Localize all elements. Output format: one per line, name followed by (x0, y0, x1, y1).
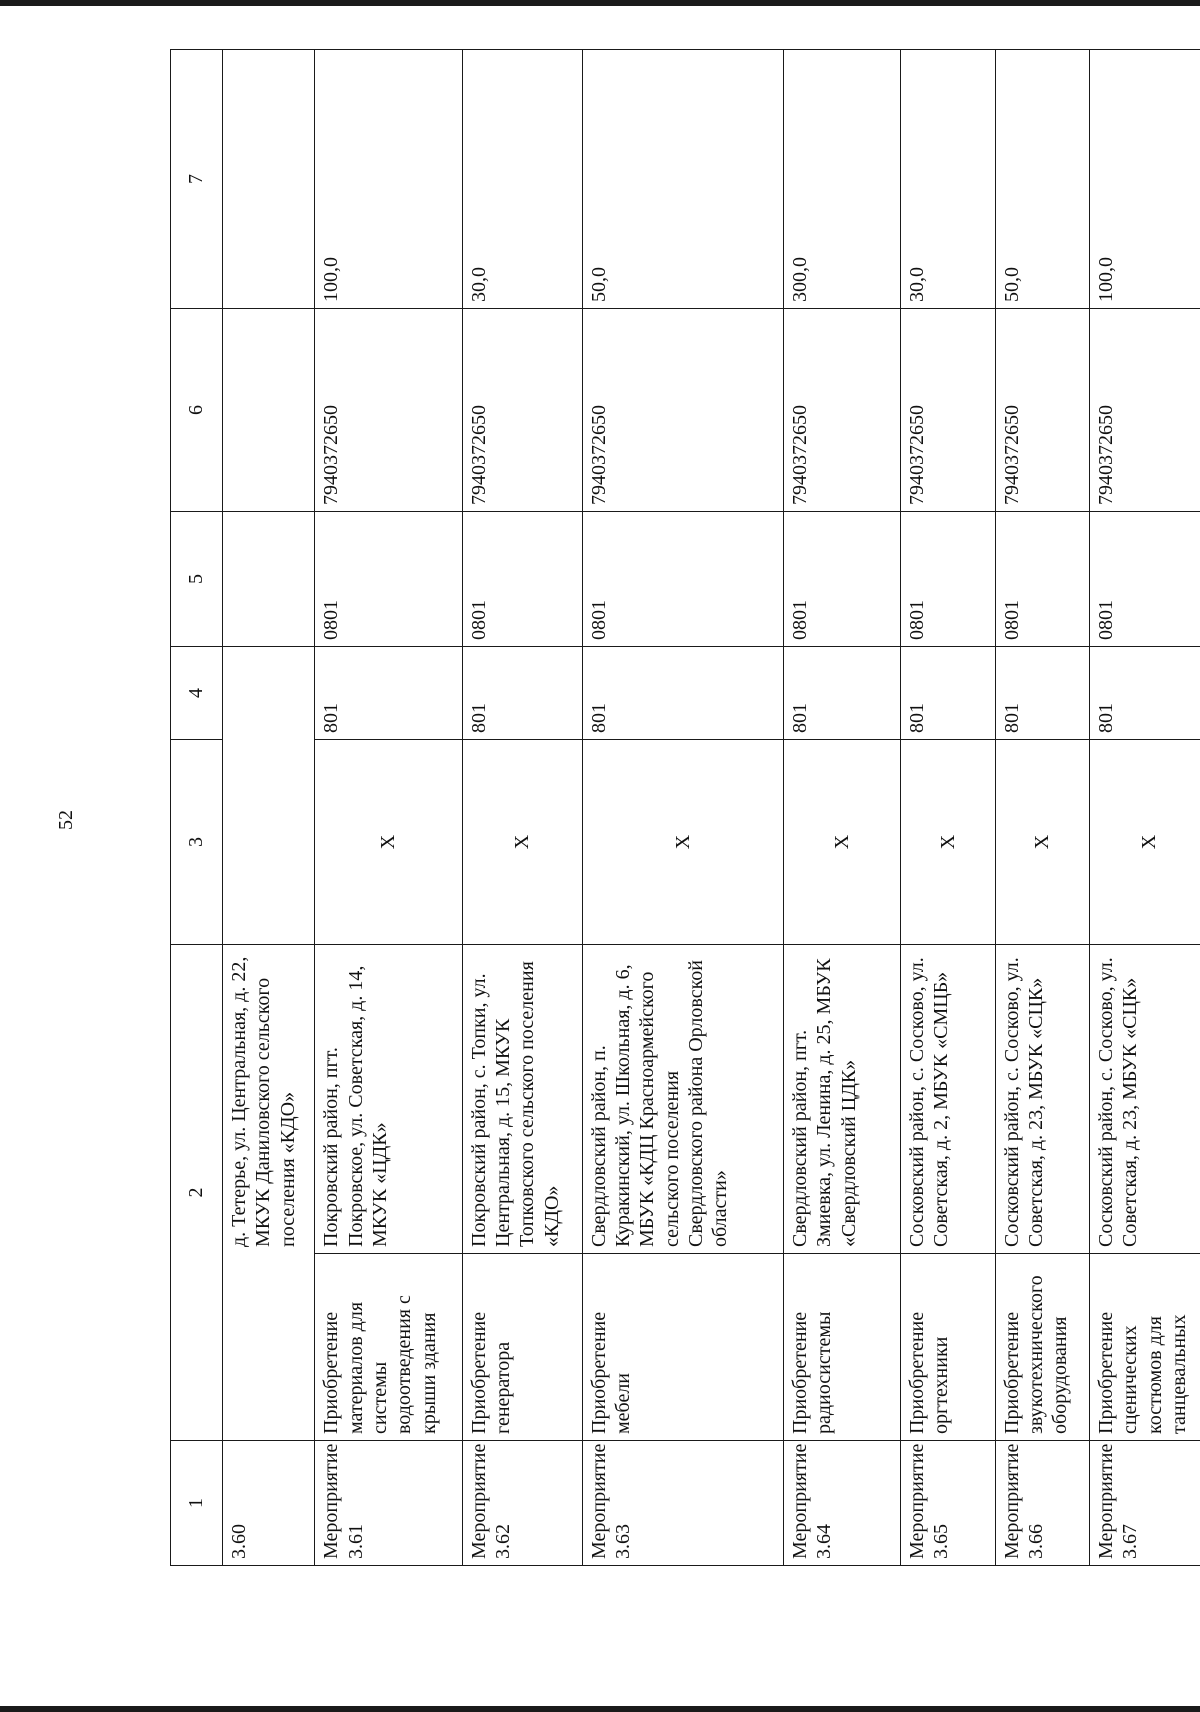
col-2-header: 2 (171, 945, 223, 1441)
activity-number-cell: Мероприятие 3.64 (783, 1441, 900, 1566)
amount-cell: 30,0 (462, 50, 582, 309)
table-row (995, 50, 1090, 1566)
col-1-header: 1 (171, 1441, 223, 1566)
table-row (783, 50, 900, 1566)
code-801-cell: 801 (315, 647, 462, 740)
amount-cell: 300,0 (783, 50, 900, 309)
activity-number-cell: Мероприятие 3.63 (582, 1441, 783, 1566)
empty-cell (222, 309, 314, 512)
code-801-cell: 801 (462, 647, 582, 740)
code-0801-cell: 0801 (1090, 512, 1200, 647)
code-0801-cell: 0801 (900, 512, 995, 647)
amount-cell: 30,0 (900, 50, 995, 309)
page-number: 52 (55, 810, 77, 830)
code-0801-cell: 0801 (783, 512, 900, 647)
target-code-cell: 7940372650 (900, 309, 995, 512)
x-mark-cell: Х (1090, 740, 1200, 945)
scan-top-edge (0, 0, 1200, 6)
activity-name-cell: Приобретение радиосистемы (783, 1254, 900, 1441)
target-code-cell: 7940372650 (995, 309, 1090, 512)
table-row (315, 50, 462, 1566)
activity-name-cell: Приобретение генератора (462, 1254, 582, 1441)
activity-number-cell: Мероприятие 3.61 (315, 1441, 462, 1566)
activity-number-cell: Мероприятие 3.66 (995, 1441, 1090, 1566)
amount-cell: 100,0 (1090, 50, 1200, 309)
code-0801-cell: 0801 (462, 512, 582, 647)
empty-cell (222, 1254, 314, 1441)
x-mark-cell: Х (315, 740, 462, 945)
target-code-cell: 7940372650 (783, 309, 900, 512)
target-code-cell: 7940372650 (582, 309, 783, 512)
code-801-cell: 801 (900, 647, 995, 740)
address-cell: Покровский район, пгт. Покровское, ул. Советская, д. 14, МКУК «ЦДК» (315, 945, 462, 1254)
activity-number-cell: Мероприятие 3.62 (462, 1441, 582, 1566)
x-mark-cell: Х (900, 740, 995, 945)
scan-bottom-edge (0, 1706, 1200, 1712)
x-mark-cell: Х (582, 740, 783, 945)
code-801-cell: 801 (582, 647, 783, 740)
table-row (222, 50, 314, 1566)
address-cell: Сосковский район, с. Сосково, ул. Советская, д. 23, МБУК «СЦК» (995, 945, 1090, 1254)
address-cell: Сосковский район, с. Сосково, ул. Советская, д. 2, МБУК «СМЦБ» (900, 945, 995, 1254)
x-mark-cell: Х (995, 740, 1090, 945)
address-cell: Свердловский район, п. Куракинский, ул. Школьная, д. 6, МБУК «КДЦ Красноармейского сельского поселения Свердловского района Орловской области» (582, 945, 783, 1254)
empty-cell (222, 512, 314, 647)
activity-name-cell: Приобретение сценических костюмов для танцевальных (1090, 1254, 1200, 1441)
x-mark-cell: Х (462, 740, 582, 945)
code-801-cell: 801 (995, 647, 1090, 740)
activity-name-cell: Приобретение материалов для системы водоотведения с крыши здания (315, 1254, 462, 1441)
address-cell: Свердловский район, пгт. Змиевка, ул. Ленина, д. 25, МБУК «Свердловский ЦДК» (783, 945, 900, 1254)
code-801-cell: 801 (1090, 647, 1200, 740)
col-3-header: 3 (171, 740, 223, 945)
address-cell: Сосковский район, с. Сосково, ул. Советская, д. 23, МБУК «СЦК» (1090, 945, 1200, 1254)
row-number-cell: 3.60 (222, 1441, 314, 1566)
budget-table (170, 49, 1200, 1566)
column-number-row (171, 50, 223, 1566)
target-code-cell: 7940372650 (1090, 309, 1200, 512)
amount-cell: 100,0 (315, 50, 462, 309)
col-7-header: 7 (171, 50, 223, 309)
code-0801-cell: 0801 (995, 512, 1090, 647)
address-cell: Покровский район, с. Топки, ул. Центральная, д. 15, МКУК Топковского сельского поселения «КДО» (462, 945, 582, 1254)
activity-name-cell: Приобретение оргтехники (900, 1254, 995, 1441)
activity-name-cell: Приобретение мебели (582, 1254, 783, 1441)
amount-cell: 50,0 (582, 50, 783, 309)
table-row (582, 50, 783, 1566)
empty-cell (222, 740, 314, 945)
target-code-cell: 7940372650 (462, 309, 582, 512)
activity-number-cell: Мероприятие 3.67 (1090, 1441, 1200, 1566)
x-mark-cell: Х (783, 740, 900, 945)
table-row (462, 50, 582, 1566)
code-0801-cell: 0801 (582, 512, 783, 647)
code-0801-cell: 0801 (315, 512, 462, 647)
empty-cell (222, 50, 314, 309)
activity-name-cell: Приобретение звукотехнического оборудования (995, 1254, 1090, 1441)
activity-number-cell: Мероприятие 3.65 (900, 1441, 995, 1566)
col-6-header: 6 (171, 309, 223, 512)
col-4-header: 4 (171, 647, 223, 740)
target-code-cell: 7940372650 (315, 309, 462, 512)
col-5-header: 5 (171, 512, 223, 647)
rotated-table-container (170, 50, 1200, 1566)
amount-cell: 50,0 (995, 50, 1090, 309)
table-row (900, 50, 995, 1566)
table-row (1090, 50, 1200, 1566)
empty-cell (222, 647, 314, 740)
address-cell: д. Тетерье, ул. Центральная, д. 22, МКУК Даниловского сельского поселения «КДО» (222, 945, 314, 1254)
code-801-cell: 801 (783, 647, 900, 740)
